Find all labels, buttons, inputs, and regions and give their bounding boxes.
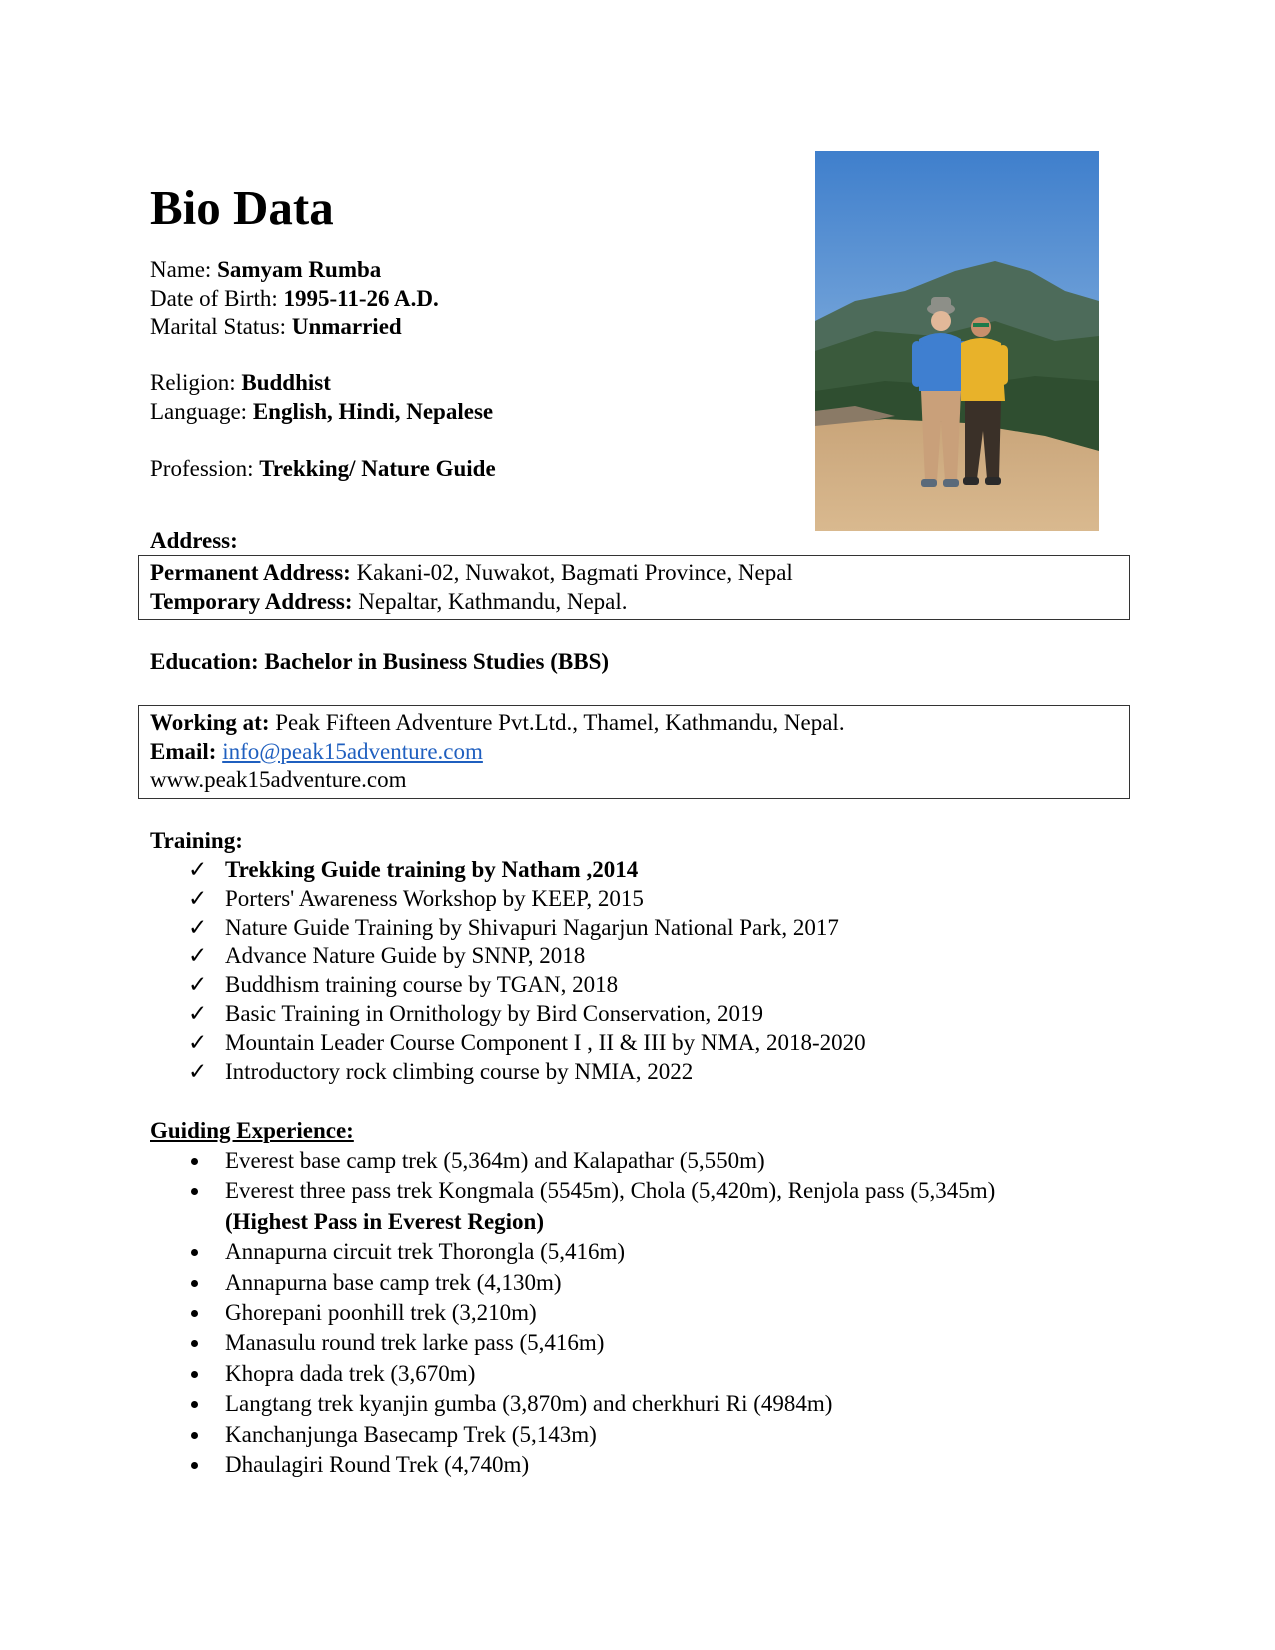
check-icon: ✓ — [188, 914, 208, 940]
training-item — [150, 1058, 866, 1087]
check-icon: ✓ — [188, 943, 208, 969]
bullet-icon — [191, 1401, 198, 1408]
working-at-label: Working at: — [150, 710, 270, 735]
training-item — [150, 942, 866, 971]
bullet-icon — [191, 1340, 198, 1347]
training-item — [150, 885, 866, 914]
bullet-icon — [191, 1310, 198, 1317]
guiding-item-text: Kanchanjunga Basecamp Trek (5,143m) — [225, 1421, 597, 1447]
check-icon: ✓ — [188, 1029, 208, 1055]
training-item-text: Advance Nature Guide by SNNP, 2018 — [225, 943, 586, 969]
work-box — [138, 705, 1130, 799]
temporary-address-label: Temporary Address: — [150, 588, 353, 614]
guiding-item-text: Manasulu round trek larke pass (5,416m) — [225, 1330, 605, 1356]
guiding-item — [150, 1420, 995, 1450]
check-icon: ✓ — [188, 857, 208, 882]
name-line — [150, 256, 439, 285]
guiding-item — [150, 1146, 995, 1176]
training-item-text: Porters' Awareness Workshop by KEEP, 2015 — [225, 885, 644, 911]
language-value: English, Hindi, Nepalese — [252, 398, 494, 424]
website-text: www.peak15adventure.com — [150, 767, 407, 792]
training-item — [150, 914, 866, 943]
religion-label: Religion: — [150, 370, 236, 395]
check-icon: ✓ — [188, 1000, 208, 1026]
guiding-item-text: Annapurna circuit trek Thorongla (5,416m) — [225, 1239, 626, 1265]
guiding-item-text: (Highest Pass in Everest Region) — [225, 1208, 545, 1234]
language-line — [150, 398, 493, 427]
bullet-icon — [191, 1280, 198, 1287]
email-line — [150, 738, 1118, 767]
guiding-item — [150, 1359, 995, 1389]
bullet-icon — [191, 1432, 198, 1439]
religion-language — [150, 369, 493, 426]
marital-value: Unmarried — [291, 314, 402, 339]
working-at-line — [150, 709, 1118, 738]
address-box — [138, 555, 1130, 620]
training-item-text: Mountain Leader Course Component I , II & III by NMA, 2018-2020 — [225, 1029, 866, 1055]
training-item — [150, 1000, 866, 1029]
guiding-item-text: Khopra dada trek (3,670m) — [225, 1360, 476, 1386]
personal-info — [150, 256, 439, 342]
marital-label: Marital Status: — [150, 314, 287, 339]
bullet-icon — [191, 1158, 198, 1165]
name-label: Name: — [150, 257, 212, 282]
education-label: Education: — [150, 649, 259, 674]
profession-line — [150, 455, 496, 484]
bullet-icon — [191, 1249, 198, 1256]
guiding-item — [150, 1328, 995, 1358]
dob-line — [150, 285, 439, 314]
permanent-address-label: Permanent Address: — [150, 560, 351, 585]
training-item-text: Buddhism training course by TGAN, 2018 — [225, 972, 619, 998]
profession-value: Trekking/ Nature Guide — [259, 456, 496, 481]
guiding-item — [150, 1176, 995, 1206]
profile-photo — [815, 151, 1099, 531]
bullet-icon — [191, 1188, 198, 1195]
guiding-item — [150, 1298, 995, 1328]
permanent-address-line — [150, 559, 1118, 588]
bullet-icon — [191, 1371, 198, 1378]
training-heading: Training: — [150, 828, 243, 853]
check-icon: ✓ — [188, 1058, 208, 1084]
temporary-address-value: Nepaltar, Kathmandu, Nepal. — [358, 588, 628, 614]
training-list — [150, 856, 866, 1086]
training-item — [150, 1029, 866, 1058]
guiding-item — [150, 1389, 995, 1419]
email-label: Email: — [150, 738, 217, 764]
permanent-address-value: Kakani-02, Nuwakot, Bagmati Province, Nepal — [356, 560, 793, 585]
training-item — [150, 971, 866, 1000]
email-link[interactable]: info@peak15adventure.com — [222, 738, 483, 764]
address-heading: Address: — [150, 528, 238, 553]
training-item-text: Basic Training in Ornithology by Bird Conservation, 2019 — [225, 1000, 763, 1026]
training-item-text: Trekking Guide training by Natham ,2014 — [225, 857, 639, 882]
training-item-text: Introductory rock climbing course by NMIA, 2022 — [225, 1058, 694, 1084]
marital-line — [150, 313, 439, 342]
check-icon: ✓ — [188, 972, 208, 998]
guiding-item-text: Everest three pass trek Kongmala (5545m), Chola (5,420m), Renjola pass (5,345m) — [225, 1178, 996, 1204]
name-value: Samyam Rumba — [217, 257, 382, 282]
dob-label: Date of Birth: — [150, 285, 278, 311]
profession-label: Profession: — [150, 456, 254, 481]
bullet-icon — [191, 1462, 198, 1469]
education-line — [150, 648, 609, 677]
guiding-item-text: Everest base camp trek (5,364m) and Kalapathar (5,550m) — [225, 1148, 765, 1173]
guiding-item — [150, 1268, 995, 1298]
guiding-item-text: Ghorepani poonhill trek (3,210m) — [225, 1300, 537, 1326]
working-at-value: Peak Fifteen Adventure Pvt.Ltd., Thamel, Kathmandu, Nepal. — [275, 710, 845, 735]
temporary-address-line — [150, 588, 1118, 617]
guiding-experience-list — [150, 1146, 995, 1480]
religion-line — [150, 369, 493, 398]
religion-value: Buddhist — [241, 370, 331, 395]
language-label: Language: — [150, 398, 248, 424]
page-title: Bio Data — [150, 180, 334, 235]
guiding-item-text: Dhaulagiri Round Trek (4,740m) — [225, 1452, 530, 1478]
check-icon: ✓ — [188, 885, 208, 911]
guiding-item — [150, 1450, 995, 1480]
guiding-experience-heading: Guiding Experience: — [150, 1118, 354, 1143]
training-item-text: Nature Guide Training by Shivapuri Nagarjun National Park, 2017 — [225, 914, 839, 940]
training-item — [150, 856, 866, 885]
guiding-item-text: Annapurna base camp trek (4,130m) — [225, 1269, 562, 1295]
education-value: Bachelor in Business Studies (BBS) — [264, 649, 610, 674]
guiding-item-continuation — [150, 1207, 995, 1237]
dob-value: 1995-11-26 A.D. — [283, 285, 439, 311]
guiding-item-text: Langtang trek kyanjin gumba (3,870m) and cherkhuri Ri (4984m) — [225, 1391, 833, 1417]
guiding-item — [150, 1237, 995, 1267]
